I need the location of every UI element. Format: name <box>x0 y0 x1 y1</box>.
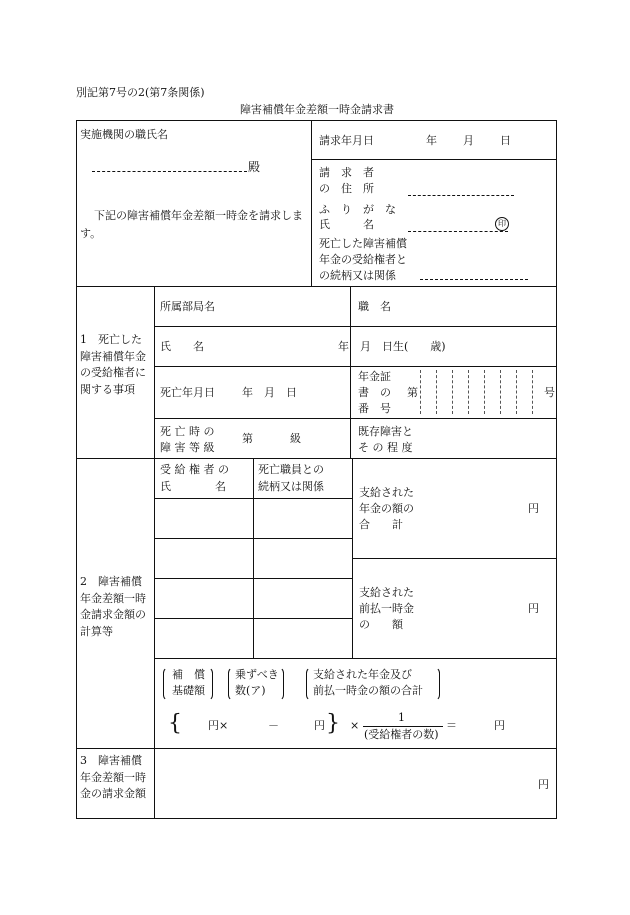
furigana-label: ふ り が な <box>319 203 396 216</box>
institution-label: 実施機関の職氏名 <box>80 128 168 141</box>
paid-advance-yen: 円 <box>528 602 539 615</box>
section1-title: 1 死亡した障害補償年金の受給権者に関する事項 <box>80 333 146 396</box>
basic-amount-label-2: 基礎額 <box>172 684 205 697</box>
claim-statement: 下記の障害補償年金差額一時金を請求します。 <box>80 209 303 240</box>
claim-date-day: 日 <box>500 134 511 147</box>
basic-amount-label-1: 補 償 <box>172 668 205 681</box>
beneficiary-name-cell-3[interactable] <box>155 579 252 617</box>
grade-suffix: 級 <box>290 432 301 445</box>
fraction-denominator: (受給権者の数) <box>364 728 439 741</box>
cert-no-suffix: 号 <box>544 386 555 399</box>
claim-amount-yen: 円 <box>538 778 549 791</box>
paid-advance-label-3: の 額 <box>359 618 403 631</box>
sum-label-2: 前払一時金の額の合計 <box>313 684 423 697</box>
address-label-line1: 請 求 者 <box>319 166 374 179</box>
sum-label-1: 支給された年金及び <box>313 668 412 681</box>
formula-minus: － <box>268 719 279 732</box>
beneficiary-name-cell-2[interactable] <box>155 539 252 577</box>
existing-disability-label-1: 既存障害と <box>358 425 413 438</box>
claim-date-label: 請求年月日 <box>319 134 374 147</box>
beneficiary-name-cell-4[interactable] <box>155 619 252 657</box>
beneficiary-relation-cell-1[interactable] <box>254 499 351 537</box>
paid-total-label-1: 支給された <box>359 486 414 499</box>
honorific: 殿 <box>248 160 261 174</box>
birth-date-format: 年 月 日生( 歳) <box>338 340 446 353</box>
paid-advance-label-1: 支給された <box>359 586 414 599</box>
address-label-line2: の 住 所 <box>319 182 374 195</box>
claim-date-month: 月 <box>463 134 474 147</box>
address-field[interactable] <box>408 195 514 196</box>
claim-amount-field[interactable] <box>155 749 525 817</box>
existing-disability-label-2: そ の 程 度 <box>358 441 413 454</box>
formula-yen: 円 <box>314 719 325 732</box>
paid-total-yen: 円 <box>528 502 539 515</box>
col-beneficiary-name-1: 受 給 権 者 の <box>160 463 229 476</box>
beneficiary-relation-cell-2[interactable] <box>254 539 351 577</box>
form-title: 障害補償年金差額一時金請求書 <box>240 103 394 116</box>
beneficiary-relation-cell-3[interactable] <box>254 579 351 617</box>
claimant-name-field[interactable] <box>408 231 508 232</box>
annex-label: 別記第7号の2(第7条関係) <box>76 86 205 99</box>
formula-left-brace: { <box>168 711 182 736</box>
grade-label-2: 障 害 等 級 <box>160 441 215 454</box>
deceased-name-label: 氏 名 <box>160 340 204 353</box>
paid-advance-label-2: 前払一時金 <box>359 602 414 615</box>
beneficiary-name-cell-1[interactable] <box>155 499 252 537</box>
col-relation-2: 続柄又は関係 <box>258 480 324 493</box>
beneficiary-relation-cell-4[interactable] <box>254 619 351 657</box>
seal-mark: 印 <box>495 217 509 231</box>
col-relation-1: 死亡職員との <box>258 463 324 476</box>
name-label: 氏 名 <box>319 218 374 231</box>
section3-title: 3 障害補償年金差額一時金の請求金額 <box>80 754 146 800</box>
paid-total-label-3: 合 計 <box>359 518 403 531</box>
paid-total-label-2: 年金の額の <box>359 502 414 515</box>
institution-name-field[interactable] <box>92 171 247 172</box>
claim-date-year: 年 <box>426 134 437 147</box>
cert-no-prefix: 第 <box>407 386 418 399</box>
dept-label: 所属部局名 <box>160 300 215 313</box>
position-label: 職 名 <box>358 300 391 313</box>
grade-label-1: 死 亡 時 の <box>160 425 215 438</box>
formula-yen-times: 円× <box>208 719 229 732</box>
grade-prefix: 第 <box>242 432 253 445</box>
formula-result-yen: 円 <box>494 719 505 732</box>
pension-cert-label-1: 年金証 <box>358 370 391 383</box>
death-date-format: 年 月 日 <box>242 386 297 399</box>
col-beneficiary-name-2: 氏 名 <box>160 480 226 493</box>
fraction-bar <box>363 726 443 727</box>
relation-label: 死亡した障害補償年金の受給権者との続柄又は関係 <box>319 237 407 282</box>
formula-right-brace: } <box>326 711 340 736</box>
relation-field[interactable] <box>420 279 528 280</box>
formula-times: × <box>350 719 360 732</box>
pension-cert-label-2: 書 の <box>358 386 391 399</box>
section2-title: 2 障害補償年金差額一時金請求金額の計算等 <box>80 575 146 638</box>
formula-equals: ＝ <box>446 719 457 732</box>
pension-cert-label-3: 番 号 <box>358 402 391 415</box>
death-date-label: 死亡年月日 <box>160 386 215 399</box>
multiplier-label-2: 数(ア) <box>235 684 266 697</box>
multiplier-label-1: 乗ずべき <box>235 668 279 681</box>
fraction-numerator: 1 <box>398 711 405 724</box>
